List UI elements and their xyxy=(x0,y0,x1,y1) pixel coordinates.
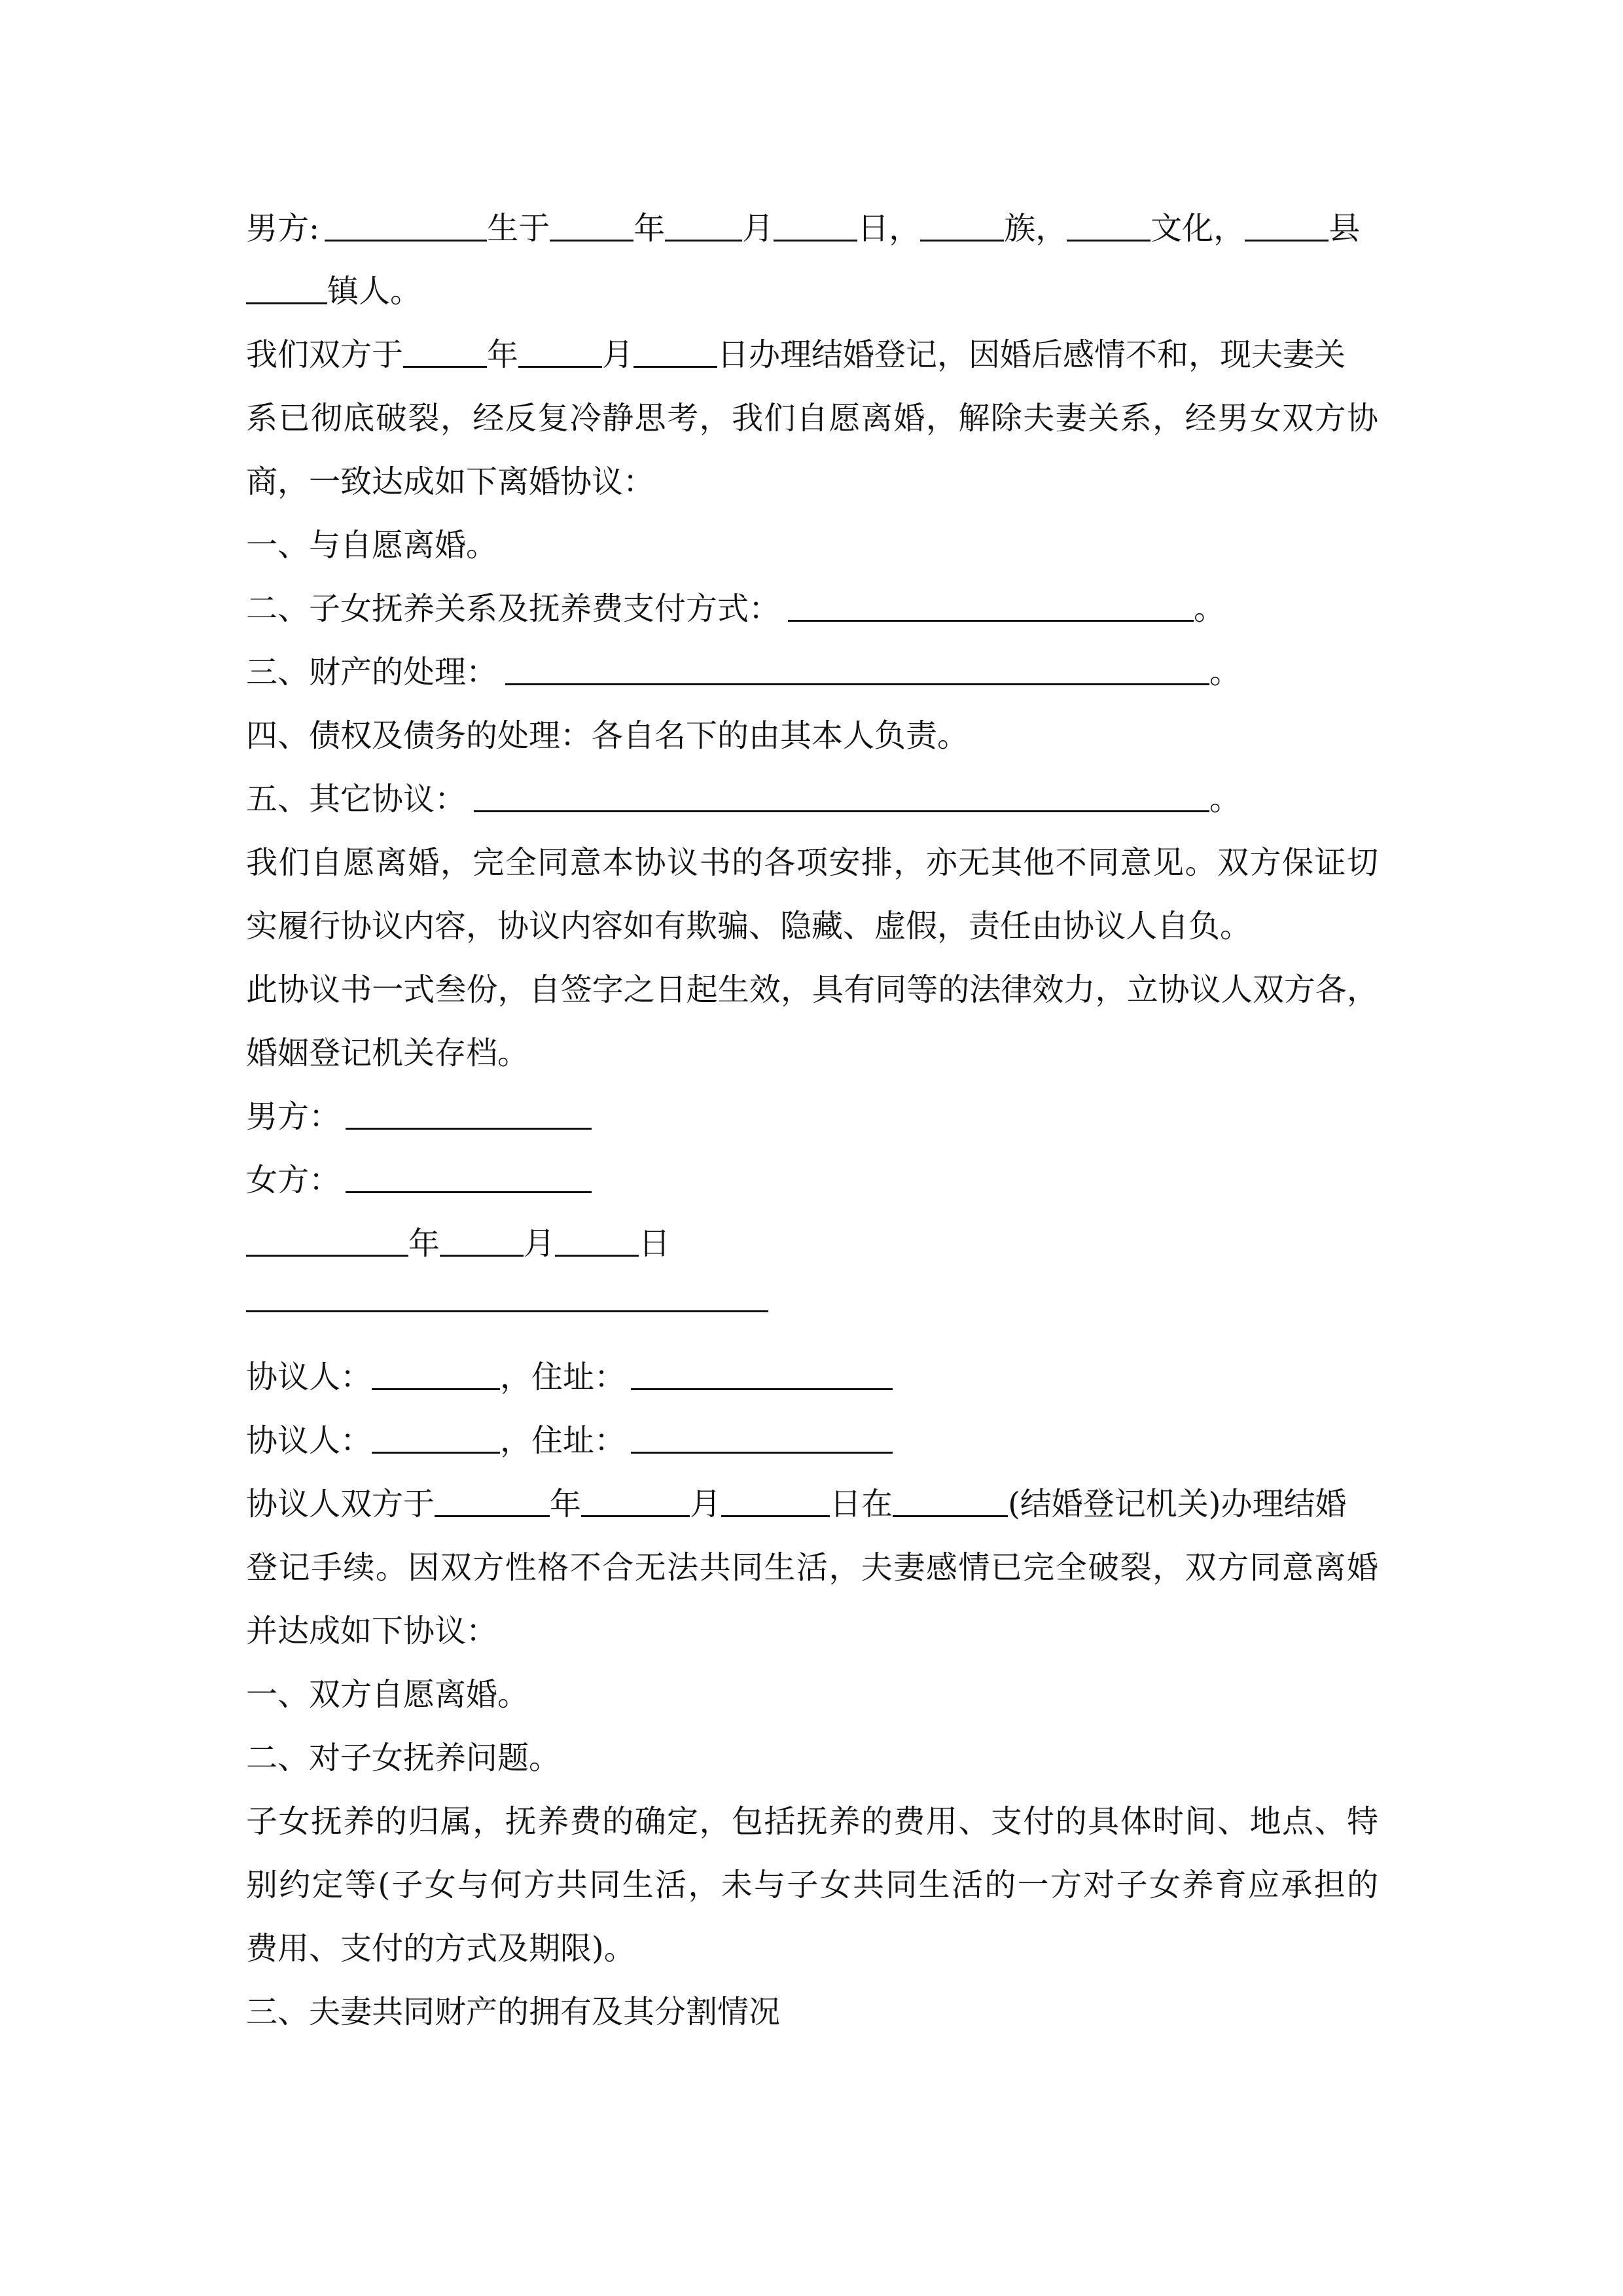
second-clause-1: 一、双方自愿离婚。 xyxy=(246,1676,529,1713)
clause-2-label: 二、子女抚养关系及抚养费支付方式： xyxy=(246,590,781,627)
ethnicity-label: 族， xyxy=(1004,210,1067,247)
registry-blank xyxy=(893,1485,1008,1517)
female-signature-label: 女方： xyxy=(246,1162,341,1198)
female-signature-blank xyxy=(346,1161,592,1193)
clause-5 xyxy=(246,773,1378,825)
clause-3 xyxy=(246,646,1378,698)
signature-year-blank xyxy=(246,1225,408,1257)
marriage-month-label: 月 xyxy=(602,336,634,373)
town-label: 镇人。 xyxy=(327,273,422,310)
marriage-intro-line2: 系已彻底破裂，经反复冷静思考，我们自愿离婚，解除夫妻关系，经男女双方协 xyxy=(246,400,1378,437)
signature-day-blank xyxy=(555,1225,639,1257)
signature-day-label: 日 xyxy=(639,1225,671,1262)
marriage-year-label: 年 xyxy=(487,336,519,373)
party-2-address-label: ，住址： xyxy=(500,1422,626,1459)
marriage-intro-line1 xyxy=(246,329,1378,381)
second-clause-2-detail-2: 别约定等(子女与何方共同生活，未与子女共同生活的一方对子女养育应承担的 xyxy=(246,1867,1378,1903)
party-2-label: 协议人： xyxy=(246,1422,372,1459)
second-year-blank xyxy=(435,1485,550,1517)
party-1-line xyxy=(246,1351,1378,1403)
section-separator xyxy=(246,1310,768,1312)
signature-month-blank xyxy=(440,1225,524,1257)
day-label: 日， xyxy=(857,210,921,247)
clause-4: 四、债权及债务的处理：各自名下的由其本人负责。 xyxy=(246,717,969,754)
marriage-suffix: 日办理结婚登记，因婚后感情不和，现夫妻关 xyxy=(717,336,1346,373)
copies-line2: 婚姻登记机关存档。 xyxy=(246,1035,529,1071)
county-label: 县 xyxy=(1329,210,1361,247)
education-blank xyxy=(1067,209,1150,242)
party-1-address-label: ，住址： xyxy=(500,1359,626,1395)
second-intro-line2: 登记手续。因双方性格不合无法共同生活，夫妻感情已完全破裂，双方同意离婚 xyxy=(246,1549,1378,1586)
second-day-at-label: 日在 xyxy=(830,1486,893,1522)
town-line xyxy=(246,265,1378,317)
second-year-label: 年 xyxy=(550,1486,582,1522)
clause-2-end: 。 xyxy=(1194,590,1226,627)
clause-2 xyxy=(246,583,1378,635)
second-clause-3: 三、夫妻共同财产的拥有及其分割情况 xyxy=(246,1994,781,2030)
consent-line2: 实履行协议内容，协议内容如有欺骗、隐藏、虚假，责任由协议人自负。 xyxy=(246,908,1252,944)
second-clause-2-detail-3: 费用、支付的方式及期限)。 xyxy=(246,1930,635,1967)
clause-2-blank xyxy=(788,590,1194,622)
second-intro-suffix: (结婚登记机关)办理结婚 xyxy=(1008,1486,1347,1522)
second-clause-2: 二、对子女抚养问题。 xyxy=(246,1740,561,1776)
year-label: 年 xyxy=(633,210,666,247)
clause-5-end: 。 xyxy=(1209,781,1241,817)
signature-date-line xyxy=(246,1217,1378,1270)
signature-year-label: 年 xyxy=(408,1225,440,1262)
town-blank xyxy=(246,272,327,304)
party-1-label: 协议人： xyxy=(246,1359,372,1395)
second-day-blank xyxy=(721,1485,830,1517)
ethnicity-blank xyxy=(920,209,1004,242)
month-label: 月 xyxy=(742,210,774,247)
male-label: 男方: xyxy=(246,210,320,247)
birth-year-blank xyxy=(550,209,633,242)
female-signature-line xyxy=(246,1154,1378,1206)
second-month-blank xyxy=(581,1485,690,1517)
clause-3-label: 三、财产的处理： xyxy=(246,654,498,691)
marriage-intro-line3: 商，一致达成如下离婚协议： xyxy=(246,463,655,500)
copies-line1: 此协议书一式叁份，自签字之日起生效，具有同等的法律效力，立协议人双方各， xyxy=(246,971,1378,1008)
party-2-blank xyxy=(372,1422,500,1454)
male-signature-label: 男方： xyxy=(246,1098,341,1135)
county-blank xyxy=(1245,209,1329,242)
party-1-address-blank xyxy=(631,1358,893,1390)
born-label: 生于 xyxy=(487,210,550,247)
second-intro-prefix: 协议人双方于 xyxy=(246,1486,435,1522)
second-intro-line1 xyxy=(246,1478,1378,1530)
clause-1: 一、与自愿离婚。 xyxy=(246,527,498,564)
clause-3-blank xyxy=(505,653,1209,685)
education-label: 文化， xyxy=(1150,210,1245,247)
birth-month-blank xyxy=(665,209,742,242)
male-signature-blank xyxy=(346,1098,592,1130)
second-month-label: 月 xyxy=(690,1486,722,1522)
birth-day-blank xyxy=(774,209,857,242)
second-clause-2-detail-1: 子女抚养的归属，抚养费的确定，包括抚养的费用、支付的具体时间、地点、特 xyxy=(246,1803,1378,1840)
name-blank xyxy=(325,209,487,242)
marriage-year-blank xyxy=(403,336,487,368)
marriage-prefix: 我们双方于 xyxy=(246,336,404,373)
marriage-day-blank xyxy=(633,336,717,368)
party-1-blank xyxy=(372,1358,500,1390)
party-2-address-blank xyxy=(631,1422,893,1454)
second-intro-line3: 并达成如下协议： xyxy=(246,1613,498,1649)
party-2-line xyxy=(246,1414,1378,1467)
male-info-line xyxy=(246,202,1378,255)
clause-3-end: 。 xyxy=(1209,654,1241,691)
clause-5-blank xyxy=(474,780,1209,812)
male-signature-line xyxy=(246,1090,1378,1143)
signature-month-label: 月 xyxy=(524,1225,556,1262)
marriage-month-blank xyxy=(518,336,602,368)
clause-5-label: 五、其它协议： xyxy=(246,781,467,817)
consent-line1: 我们自愿离婚，完全同意本协议书的各项安排，亦无其他不同意见。双方保证切 xyxy=(246,844,1378,881)
